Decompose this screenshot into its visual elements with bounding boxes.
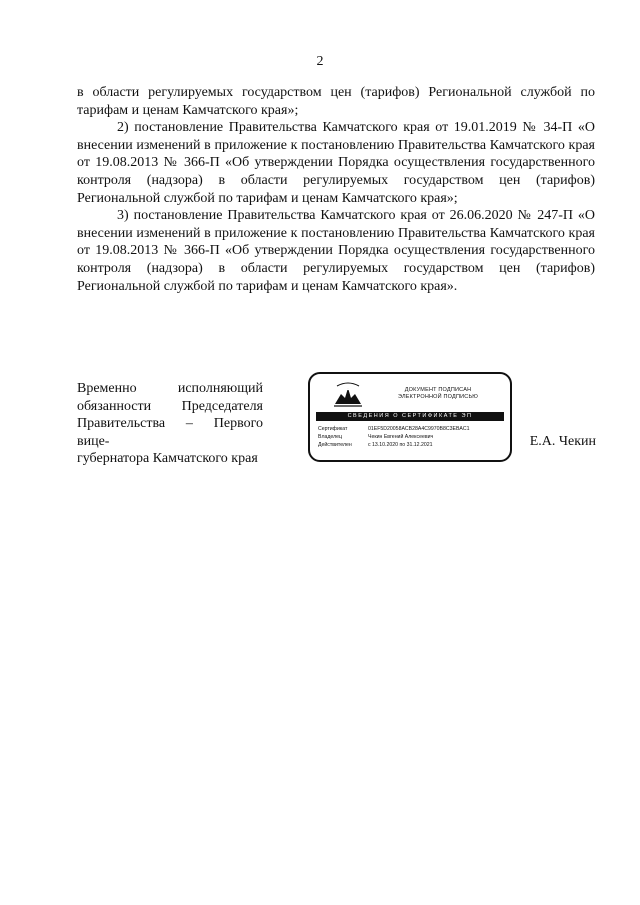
stamp-title-line-2: ЭЛЕКТРОННОЙ ПОДПИСЬЮ <box>397 394 479 400</box>
stamp-label: Действителен <box>318 442 352 448</box>
document-body <box>77 84 595 295</box>
signer-line-2: обязанности Председателя <box>77 398 263 414</box>
signer-line-1: Временно исполняющий <box>77 381 263 396</box>
stamp-row-certificate <box>318 425 506 433</box>
stamp-title-line-1: ДОКУМЕНТ ПОДПИСАН <box>404 387 472 393</box>
coat-of-arms-icon <box>332 382 364 408</box>
signer-line-3: Правительства – Первого вице- <box>77 416 263 449</box>
paragraph-1: в области регулируемых государством цен (тарифов) Региональной службой по тарифам и ценам Камчатского края»; <box>77 85 595 118</box>
stamp-value: с 13.10.2020 по 31.12.2021 <box>368 442 433 448</box>
stamp-value: Чекин Евгений Алексеевич <box>368 434 434 440</box>
electronic-signature-stamp <box>308 372 512 462</box>
signer-line-4: губернатора Камчатского края <box>77 451 258 467</box>
signer-name: Е.А. Чекин <box>529 434 596 449</box>
stamp-row-owner <box>318 433 506 441</box>
stamp-certificate-header: СВЕДЕНИЯ О СЕРТИФИКАТЕ ЭП <box>316 412 504 421</box>
stamp-row-validity <box>318 441 506 449</box>
stamp-title <box>368 387 508 401</box>
signer-position <box>77 380 263 468</box>
stamp-label: Владелец <box>318 434 342 440</box>
stamp-label: Сертификат <box>318 426 348 432</box>
paragraph-2: 2) постановление Правительства Камчатского края от 19.01.2019 № 34-П «О внесении изменений в приложение к постановлению Правительства Камчатского края от 19.08.2013 № 366-П «Об утверждении Порядка осуществления государственного контроля (надзора) в области регулируемых государством цен (тарифов) Региональной службой по тарифам и ценам Камчатского края»; <box>77 120 595 206</box>
page-number: 2 <box>316 54 324 69</box>
stamp-details <box>318 425 506 449</box>
stamp-value: 01EF5D20058ACB28A4C9970B8C3EBAC1 <box>368 426 470 432</box>
paragraph-3: 3) постановление Правительства Камчатского края от 26.06.2020 № 247-П «О внесении изменений в приложение к постановлению Правительства Камчатского края от 19.08.2013 № 366-П «Об утверждении Порядка осуществления государственного контроля (надзора) в области регулируемых государством цен (тарифов) Региональной службой по тарифам и ценам Камчатского края». <box>77 208 595 294</box>
